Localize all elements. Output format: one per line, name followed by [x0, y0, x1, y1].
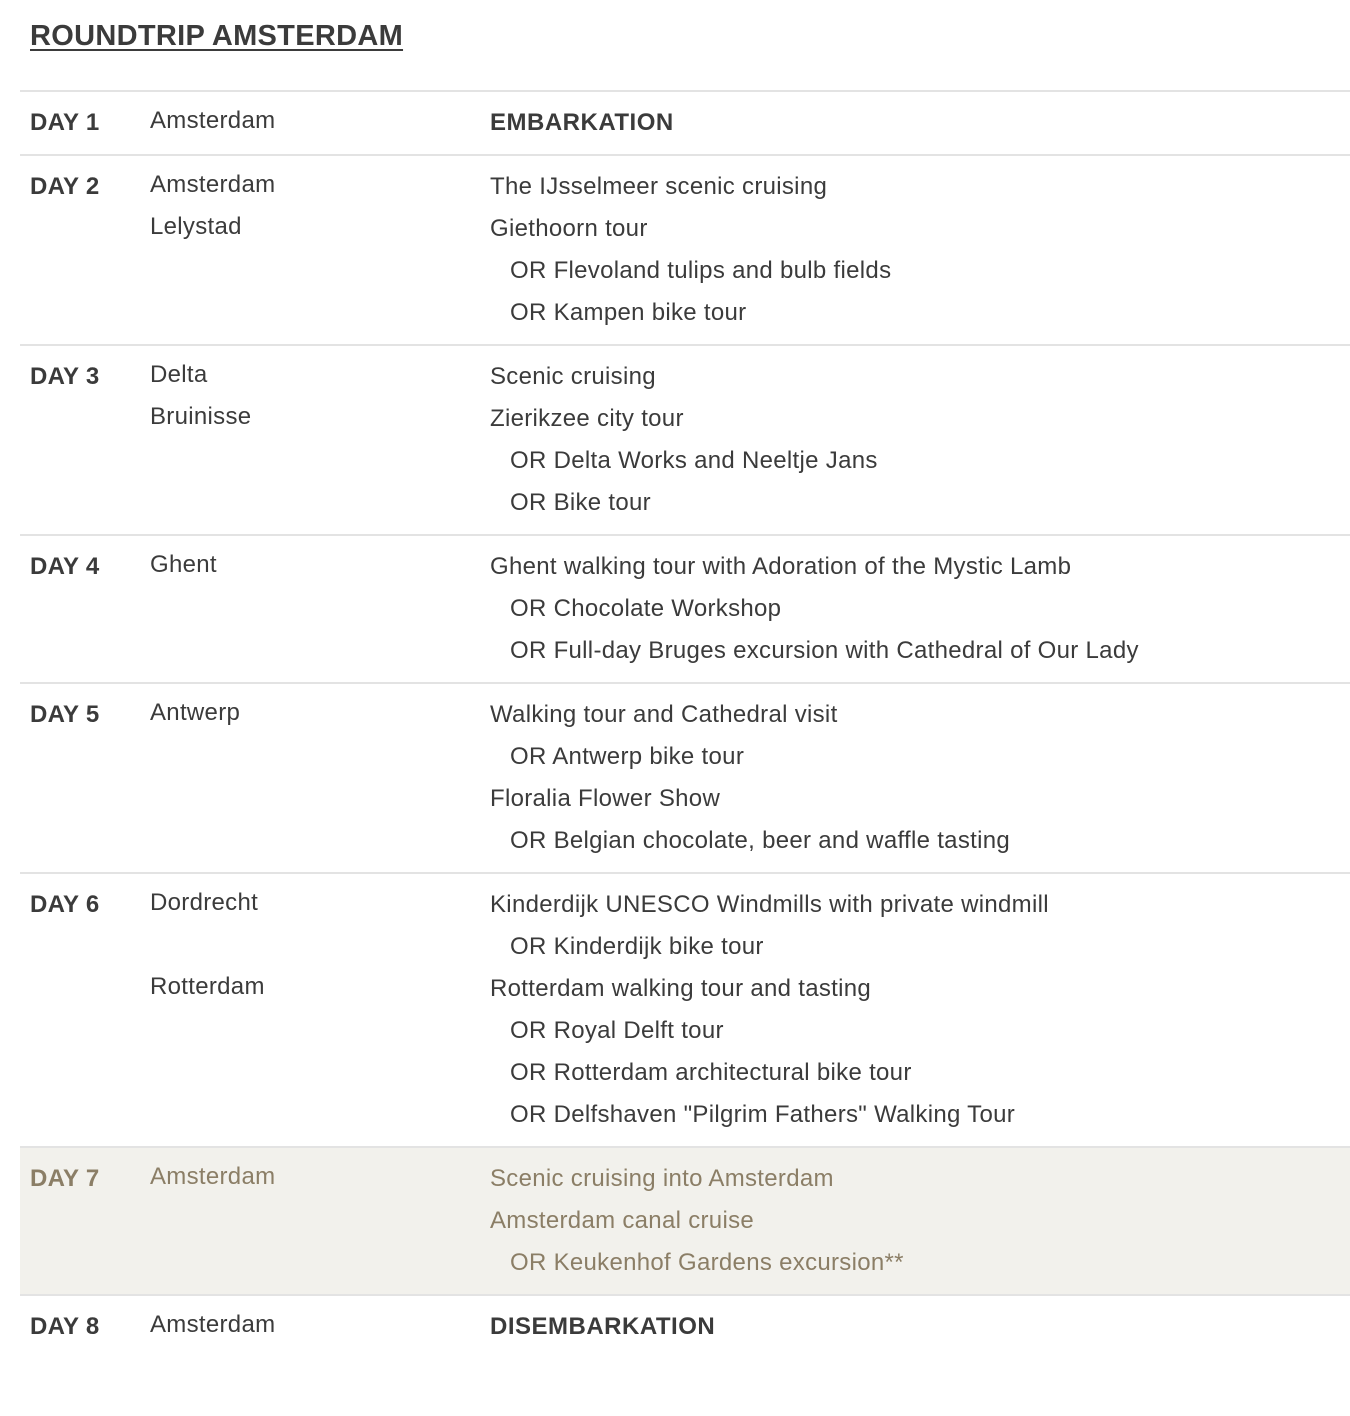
activity: Scenic cruising: [490, 363, 656, 390]
day-label: DAY 3: [30, 363, 100, 390]
location-name: Ghent: [150, 551, 217, 578]
activity: Zierikzee city tour: [490, 405, 684, 432]
optional-activity: OR Delta Works and Neeltje Jans: [510, 447, 878, 474]
optional-activity: OR Bike tour: [510, 489, 651, 516]
day-label: DAY 7: [30, 1165, 100, 1192]
activity: The IJsselmeer scenic cruising: [490, 173, 828, 200]
location-name: Delta: [150, 361, 208, 388]
activity: Floralia Flower Show: [490, 785, 721, 812]
location-name: Lelystad: [150, 213, 242, 240]
page-title: ROUNDTRIP AMSTERDAM: [30, 20, 404, 52]
itinerary-table: [20, 90, 1350, 1358]
optional-activity: OR Kampen bike tour: [510, 299, 747, 326]
location-name: Bruinisse: [150, 403, 252, 430]
activity: Walking tour and Cathedral visit: [490, 701, 838, 728]
location-name: Antwerp: [150, 699, 241, 726]
day-label: DAY 1: [30, 109, 100, 136]
itinerary-row: [20, 344, 1350, 534]
itinerary-row: [20, 1146, 1350, 1294]
day-label: DAY 8: [30, 1313, 100, 1340]
itinerary-row: [20, 534, 1350, 682]
day-label: DAY 2: [30, 173, 100, 200]
activity: Scenic cruising into Amsterdam: [490, 1165, 834, 1192]
day-label: DAY 5: [30, 701, 100, 728]
optional-activity: OR Keukenhof Gardens excursion**: [510, 1249, 904, 1276]
optional-activity: OR Full-day Bruges excursion with Cathedral of Our Lady: [510, 637, 1139, 664]
activity: Kinderdijk UNESCO Windmills with private windmill: [490, 891, 1049, 918]
optional-activity: OR Belgian chocolate, beer and waffle tasting: [510, 827, 1011, 854]
activity: Ghent walking tour with Adoration of the Mystic Lamb: [490, 553, 1072, 580]
optional-activity: OR Royal Delft tour: [510, 1017, 724, 1044]
itinerary-row: [20, 682, 1350, 872]
activity: Amsterdam canal cruise: [490, 1207, 755, 1234]
day-label: DAY 6: [30, 891, 100, 918]
itinerary-row: [20, 154, 1350, 344]
location-name: Amsterdam: [150, 171, 276, 198]
optional-activity: OR Chocolate Workshop: [510, 595, 782, 622]
optional-activity: OR Rotterdam architectural bike tour: [510, 1059, 912, 1086]
optional-activity: OR Delfshaven "Pilgrim Fathers" Walking Tour: [510, 1101, 1016, 1128]
location-name: Dordrecht: [150, 889, 259, 916]
location-name: Rotterdam: [150, 973, 265, 1000]
day-status: DISEMBARKATION: [490, 1313, 716, 1340]
activity: Giethoorn tour: [490, 215, 648, 242]
optional-activity: OR Kinderdijk bike tour: [510, 933, 764, 960]
location-name: Amsterdam: [150, 1311, 276, 1338]
activity: Rotterdam walking tour and tasting: [490, 975, 872, 1002]
itinerary-row: [20, 90, 1350, 154]
location-name: Amsterdam: [150, 107, 276, 134]
itinerary-row: [20, 1294, 1350, 1358]
optional-activity: OR Flevoland tulips and bulb fields: [510, 257, 892, 284]
optional-activity: OR Antwerp bike tour: [510, 743, 745, 770]
day-label: DAY 4: [30, 553, 100, 580]
itinerary-row: [20, 872, 1350, 1146]
day-status: EMBARKATION: [490, 109, 674, 136]
location-name: Amsterdam: [150, 1163, 276, 1190]
